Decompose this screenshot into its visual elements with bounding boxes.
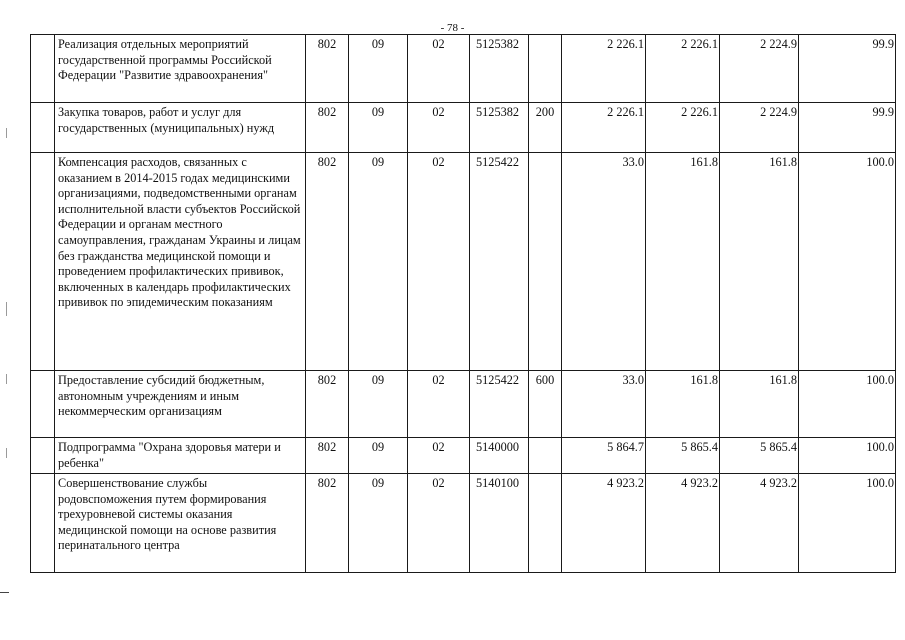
row-value-3: 161.8 [720, 371, 799, 438]
table-row [31, 438, 896, 474]
table-row [31, 103, 896, 153]
scan-mark [6, 128, 7, 138]
row-blank-cell [31, 474, 55, 573]
row-percent: 100.0 [799, 474, 896, 573]
table-row [31, 35, 896, 103]
scan-mark [6, 302, 7, 316]
row-rz: 09 [349, 35, 408, 103]
row-rz: 09 [349, 103, 408, 153]
scan-mark [6, 374, 7, 384]
row-value-2: 2 226.1 [646, 35, 720, 103]
row-value-1: 2 226.1 [562, 103, 646, 153]
row-blank-cell [31, 438, 55, 474]
row-value-2: 4 923.2 [646, 474, 720, 573]
row-value-2: 161.8 [646, 153, 720, 371]
row-pr: 02 [408, 35, 470, 103]
row-ved: 802 [306, 474, 349, 573]
row-csr: 5140000 [470, 438, 529, 474]
row-value-3: 4 923.2 [720, 474, 799, 573]
row-value-3: 161.8 [720, 153, 799, 371]
row-vr [529, 474, 562, 573]
budget-table [30, 34, 896, 573]
row-name: Подпрограмма "Охрана здоровья матери и ребенка" [55, 438, 306, 474]
row-value-2: 2 226.1 [646, 103, 720, 153]
row-percent: 100.0 [799, 371, 896, 438]
row-value-3: 5 865.4 [720, 438, 799, 474]
row-blank-cell [31, 153, 55, 371]
row-percent: 100.0 [799, 153, 896, 371]
row-value-1: 33.0 [562, 371, 646, 438]
row-blank-cell [31, 35, 55, 103]
row-rz: 09 [349, 371, 408, 438]
table-row [31, 371, 896, 438]
row-value-1: 33.0 [562, 153, 646, 371]
row-ved: 802 [306, 103, 349, 153]
row-csr: 5125422 [470, 371, 529, 438]
row-vr [529, 438, 562, 474]
row-pr: 02 [408, 153, 470, 371]
table-row [31, 474, 896, 573]
row-ved: 802 [306, 438, 349, 474]
row-pr: 02 [408, 371, 470, 438]
row-blank-cell [31, 371, 55, 438]
row-value-1: 5 864.7 [562, 438, 646, 474]
row-value-3: 2 224.9 [720, 103, 799, 153]
row-vr: 600 [529, 371, 562, 438]
row-value-1: 2 226.1 [562, 35, 646, 103]
row-vr [529, 35, 562, 103]
scan-mark [6, 448, 7, 458]
row-value-1: 4 923.2 [562, 474, 646, 573]
row-csr: 5140100 [470, 474, 529, 573]
row-rz: 09 [349, 438, 408, 474]
row-vr [529, 153, 562, 371]
row-name: Реализация отдельных мероприятий государственной программы Российской Федерации "Развитие здравоохранения" [55, 35, 306, 103]
row-ved: 802 [306, 153, 349, 371]
row-value-3: 2 224.9 [720, 35, 799, 103]
row-percent: 99.9 [799, 35, 896, 103]
row-pr: 02 [408, 103, 470, 153]
row-blank-cell [31, 103, 55, 153]
table-body [31, 35, 896, 573]
row-csr: 5125382 [470, 103, 529, 153]
row-name: Компенсация расходов, связанных с оказанием в 2014-2015 годах медицинскими организациями, подведомственными органам исполнительной власти субъектов Российской Федерации и органам местного самоуправления, гражданам Украины и лицам без гражданства медицинской помощи и проведением профилактических прививок, включенных в календарь профилактических прививок по эпидемическим показаниям [55, 153, 306, 371]
row-percent: 99.9 [799, 103, 896, 153]
row-pr: 02 [408, 474, 470, 573]
row-csr: 5125422 [470, 153, 529, 371]
row-value-2: 161.8 [646, 371, 720, 438]
row-rz: 09 [349, 153, 408, 371]
row-value-2: 5 865.4 [646, 438, 720, 474]
row-percent: 100.0 [799, 438, 896, 474]
row-vr: 200 [529, 103, 562, 153]
page-number: - 78 - [440, 22, 465, 34]
row-name: Закупка товаров, работ и услуг для государственных (муниципальных) нужд [55, 103, 306, 153]
row-rz: 09 [349, 474, 408, 573]
row-ved: 802 [306, 371, 349, 438]
row-ved: 802 [306, 35, 349, 103]
table-row [31, 153, 896, 371]
row-name: Совершенствование службы родовспоможения путем формирования трехуровневой системы оказания медицинской помощи на основе развития перинатального центра [55, 474, 306, 573]
row-name: Предоставление субсидий бюджетным, автономным учреждениям и иным некоммерческим организациям [55, 371, 306, 438]
row-pr: 02 [408, 438, 470, 474]
scan-mark [0, 592, 9, 593]
row-csr: 5125382 [470, 35, 529, 103]
